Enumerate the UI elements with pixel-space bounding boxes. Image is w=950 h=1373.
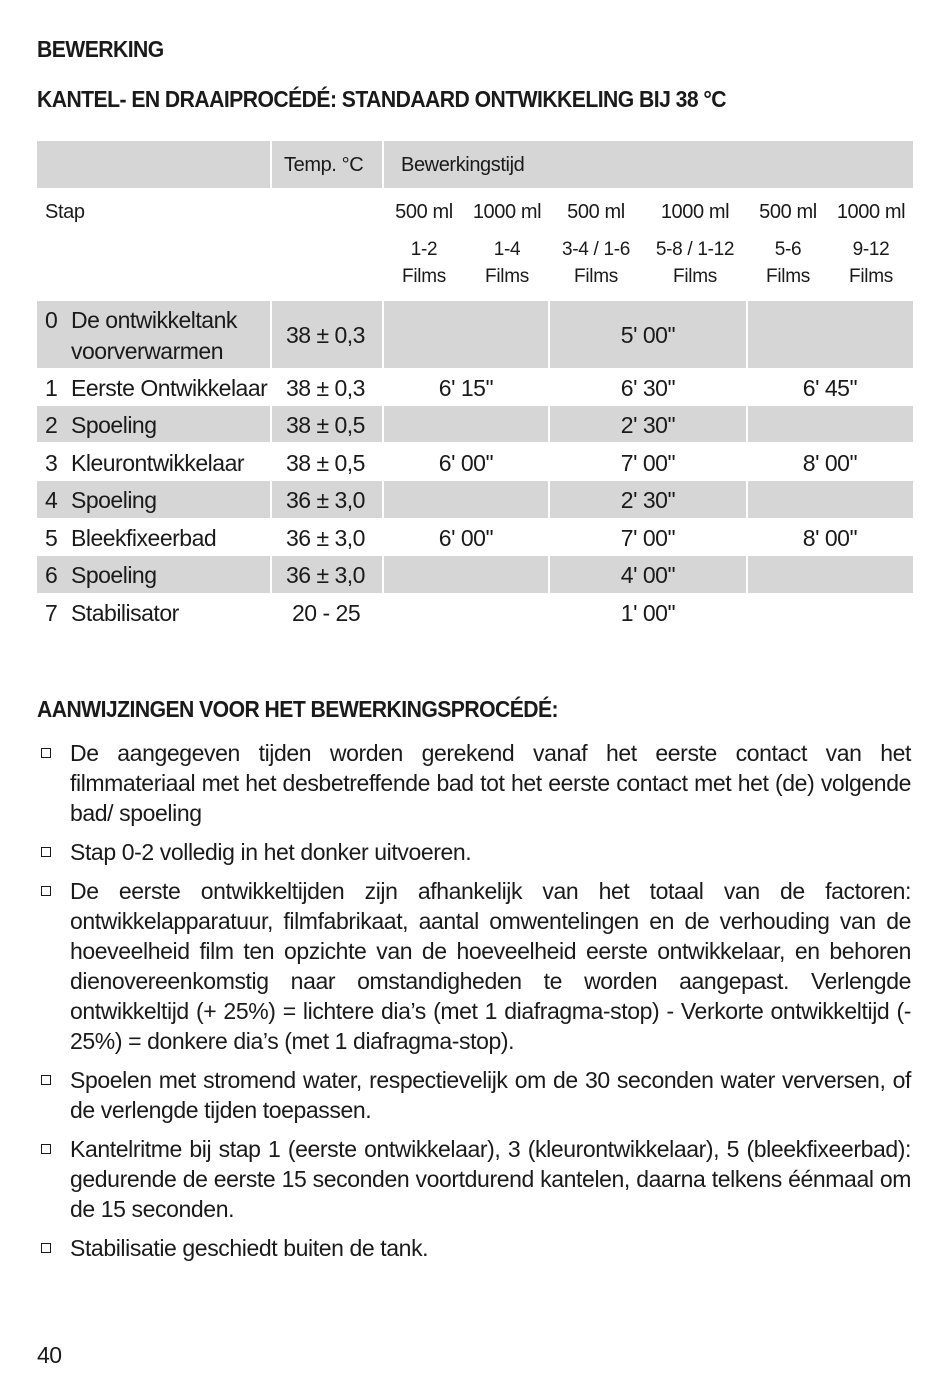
column-divider <box>270 481 272 518</box>
step-time-mid: 5' 00'' <box>620 322 676 348</box>
step-temp: 38 ± 0,5 <box>286 412 365 438</box>
step-time-small: 6' 15'' <box>438 375 494 401</box>
column-divider <box>746 481 748 518</box>
step-time-large: 8' 00'' <box>802 450 858 476</box>
square-bullet-icon <box>41 1075 51 1085</box>
column-divider <box>382 301 384 368</box>
list-item: Kantelritme bij stap 1 (eerste ontwikkelaar), 3 (kleurontwikkelaar), 5 (bleekfixeerbad): gedurende de eerste 15 seconden voortdurend kantelen, daarna telkens éénmaal om de 15 seconden. <box>37 1134 911 1224</box>
step-number: 2 <box>45 412 58 438</box>
step-number: 4 <box>45 487 58 513</box>
step-name: Spoeling <box>71 562 157 588</box>
header-temp: Temp. °C <box>284 154 364 176</box>
header-film-count: 9-12 Films <box>849 239 893 287</box>
column-divider <box>746 406 748 442</box>
step-number: 6 <box>45 562 58 588</box>
header-film-count: 3-4 / 1-6 Films <box>561 239 631 287</box>
step-time-mid: 2' 30'' <box>620 487 676 513</box>
column-divider <box>270 301 272 368</box>
page-subtitle: KANTEL- EN DRAAIPROCÉDÉ: STANDAARD ONTWIKKELING BIJ 38 °C <box>37 86 727 112</box>
column-divider <box>548 556 550 593</box>
step-time-mid: 4' 00'' <box>620 562 676 588</box>
step-name: Eerste Ontwikkelaar <box>71 375 268 401</box>
column-divider <box>382 556 384 593</box>
step-number: 0 <box>45 307 58 333</box>
table-row-band <box>37 556 913 593</box>
step-time-small: 6' 00'' <box>438 525 494 551</box>
header-volume: 500 ml <box>759 201 817 223</box>
step-time-large: 8' 00'' <box>802 525 858 551</box>
column-divider <box>746 556 748 593</box>
column-divider <box>548 481 550 518</box>
step-temp: 36 ± 3,0 <box>286 562 365 588</box>
column-divider <box>548 406 550 442</box>
step-name: De ontwikkeltank <box>71 307 237 333</box>
square-bullet-icon <box>41 748 51 758</box>
step-temp: 38 ± 0,3 <box>286 375 365 401</box>
step-name: Spoeling <box>71 412 157 438</box>
step-temp: 36 ± 3,0 <box>286 525 365 551</box>
header-volume: 1000 ml <box>836 201 906 223</box>
step-time-mid: 1' 00'' <box>620 600 676 626</box>
header-film-count: 5-8 / 1-12 Films <box>655 239 735 287</box>
step-number: 5 <box>45 525 58 551</box>
column-divider <box>382 141 384 188</box>
step-temp: 20 - 25 <box>292 600 361 626</box>
notes-list <box>37 738 911 1272</box>
column-divider <box>270 141 272 188</box>
header-film-count: 1-4 Films <box>485 239 529 287</box>
step-name: Spoeling <box>71 487 157 513</box>
notes-heading: AANWIJZINGEN VOOR HET BEWERKINGSPROCÉDÉ: <box>37 696 559 722</box>
square-bullet-icon <box>41 1243 51 1253</box>
step-time-mid: 6' 30'' <box>620 375 676 401</box>
list-item: De eerste ontwikkeltijden zijn afhankelijk van het totaal van de factoren: ontwikkelapparatuur, filmfabrikaat, aantal omwentelingen en de verhouding van de hoeveelheid film ten opzichte van de hoeveelheid eerste ontwikkelaar, en behoren dienovereenkomstig naar omstandigheden te worden aangepast. Verlengde ontwikkeltijd (+ 25%) = lichtere dia’s (met 1 diafragma-stop) - Verkorte ontwikkeltijd (- 25%) = donkere dia’s (met 1 diafragma-stop). <box>37 876 911 1056</box>
column-divider <box>382 481 384 518</box>
step-name-continued: voorverwarmen <box>71 338 223 364</box>
step-temp: 38 ± 0,5 <box>286 450 365 476</box>
step-time-large: 6' 45'' <box>802 375 858 401</box>
step-name: Stabilisator <box>71 600 179 626</box>
table-row-band <box>37 406 913 442</box>
step-temp: 36 ± 3,0 <box>286 487 365 513</box>
step-time-mid: 2' 30'' <box>620 412 676 438</box>
list-item: De aangegeven tijden worden gerekend vanaf het eerste contact van het filmmateriaal met het desbetreffende bad tot het eerste contact met het (de) volgende bad/ spoeling <box>37 738 911 828</box>
column-divider <box>548 301 550 368</box>
list-item: Stabilisatie geschiedt buiten de tank. <box>37 1233 911 1263</box>
step-number: 7 <box>45 600 58 626</box>
column-divider <box>270 556 272 593</box>
step-temp: 38 ± 0,3 <box>286 322 365 348</box>
step-number: 3 <box>45 450 58 476</box>
section-title: BEWERKING <box>37 36 164 62</box>
step-name: Kleurontwikkelaar <box>71 450 245 476</box>
step-number: 1 <box>45 375 58 401</box>
header-volume: 500 ml <box>395 201 453 223</box>
page-number: 40 <box>37 1342 62 1368</box>
step-name: Bleekfixeerbad <box>71 525 217 551</box>
square-bullet-icon <box>41 1144 51 1154</box>
list-item: Spoelen met stromend water, respectievelijk om de 30 seconden water verversen, of de verlengde tijden toepassen. <box>37 1065 911 1125</box>
column-divider <box>746 301 748 368</box>
column-divider <box>270 406 272 442</box>
header-processing-time: Bewerkingstijd <box>401 154 525 176</box>
list-item: Stap 0-2 volledig in het donker uitvoeren. <box>37 837 911 867</box>
table-row-band <box>37 481 913 518</box>
header-volume: 1000 ml <box>660 201 730 223</box>
step-time-small: 6' 00'' <box>438 450 494 476</box>
header-step: Stap <box>45 201 85 223</box>
header-volume: 500 ml <box>567 201 625 223</box>
header-film-count: 1-2 Films <box>402 239 446 287</box>
header-volume: 1000 ml <box>472 201 542 223</box>
square-bullet-icon <box>41 847 51 857</box>
step-time-mid: 7' 00'' <box>620 450 676 476</box>
step-time-mid: 7' 00'' <box>620 525 676 551</box>
square-bullet-icon <box>41 886 51 896</box>
header-film-count: 5-6 Films <box>766 239 810 287</box>
column-divider <box>382 406 384 442</box>
